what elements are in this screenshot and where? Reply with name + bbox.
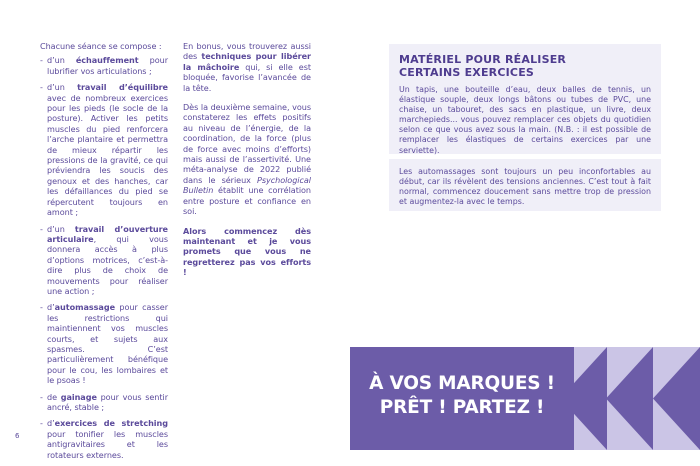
middle-column — [183, 41, 311, 287]
equipment-box — [389, 44, 661, 154]
list-item: - d’un travail d’équilibre avec de nombreux exercices pour les pieds (le socle de la posture). Activer les petits muscles du pied renforcera l’arche plantaire et permettra de mieux répartir les pressions de la gravité, ce qui préviendra les soucis des genoux et des hanches, car les défaillances du pied se répercutent toujours en amont ; — [40, 82, 168, 218]
session-list — [40, 55, 168, 460]
effects-paragraph: Dès la deuxième semaine, vous constaterez les effets positifs au niveau de l’énergie, de la coordination, de la force (plus de force avec moins d’efforts) mais aussi de l’assertivité. Une méta-analyse de 2022 publié dans le sérieux Psychological Bulletin établit une corrélation entre posture et confiance en soi. — [183, 102, 311, 217]
list-item: - d’automassage pour casser les restrictions qui maintiennent vos muscles courts, et sujets aux spasmes. C’est particulièrement bénéfique pour le cou, les lombaires et le psoas ! — [40, 302, 168, 386]
slogan-text: À VOS MARQUES ! PRÊT ! PARTEZ ! — [369, 373, 555, 418]
left-column — [40, 41, 168, 466]
list-item: - d’exercices de stretching pour tonifier les muscles antigravitaires et les rotateurs externes. — [40, 418, 168, 460]
bonus-paragraph: En bonus, vous trouverez aussi des techniques pour libérer la mâchoire qui, si elle est bloquée, favorise l’avancée de la tête. — [183, 41, 312, 93]
intro-text: Chacune séance se compose : — [40, 41, 162, 51]
page-number: 6 — [15, 432, 20, 440]
automassage-note-box — [389, 159, 661, 211]
list-item: - d’un travail d’ouverture articulaire, qui vous donnera accès à plus d’options motrices, c’est-à-dire plus de choix de mouvements pour réaliser une action ; — [40, 223, 168, 296]
equipment-title: MATÉRIEL POUR RÉALISER CERTAINS EXERCICES — [399, 53, 567, 79]
closing-paragraph: Alors commencez dès maintenant et je vous promets que vous ne regretterez pas vos efforts ! — [183, 225, 311, 278]
chevron-arrows-icon — [560, 347, 700, 450]
slogan-banner — [350, 347, 700, 450]
list-item: - d’un échauffement pour lubrifier vos articulations ; — [40, 55, 168, 76]
automassage-note-text: Les automassages sont toujours un peu inconfortables au début, car ils révèlent des tensions anciennes. C’est tout à fait normal, commencez doucement sans mettre trop de pression et augmentez-la avec le temps. — [399, 167, 651, 207]
equipment-text: Un tapis, une bouteille d’eau, deux balles de tennis, un élastique souple, deux longs bâtons ou tubes de PVC, une chaise, un tabouret, des sacs en plastique, un livre, deux marchepieds... vous pouvez remplacer ces objets du quotidien selon ce que vous avez sous la main. (N.B. : il est possible de remplacer les élastiques de certains exercices par une serviette). — [399, 85, 651, 155]
list-item: - de gainage pour vous sentir ancré, stable ; — [40, 391, 168, 412]
